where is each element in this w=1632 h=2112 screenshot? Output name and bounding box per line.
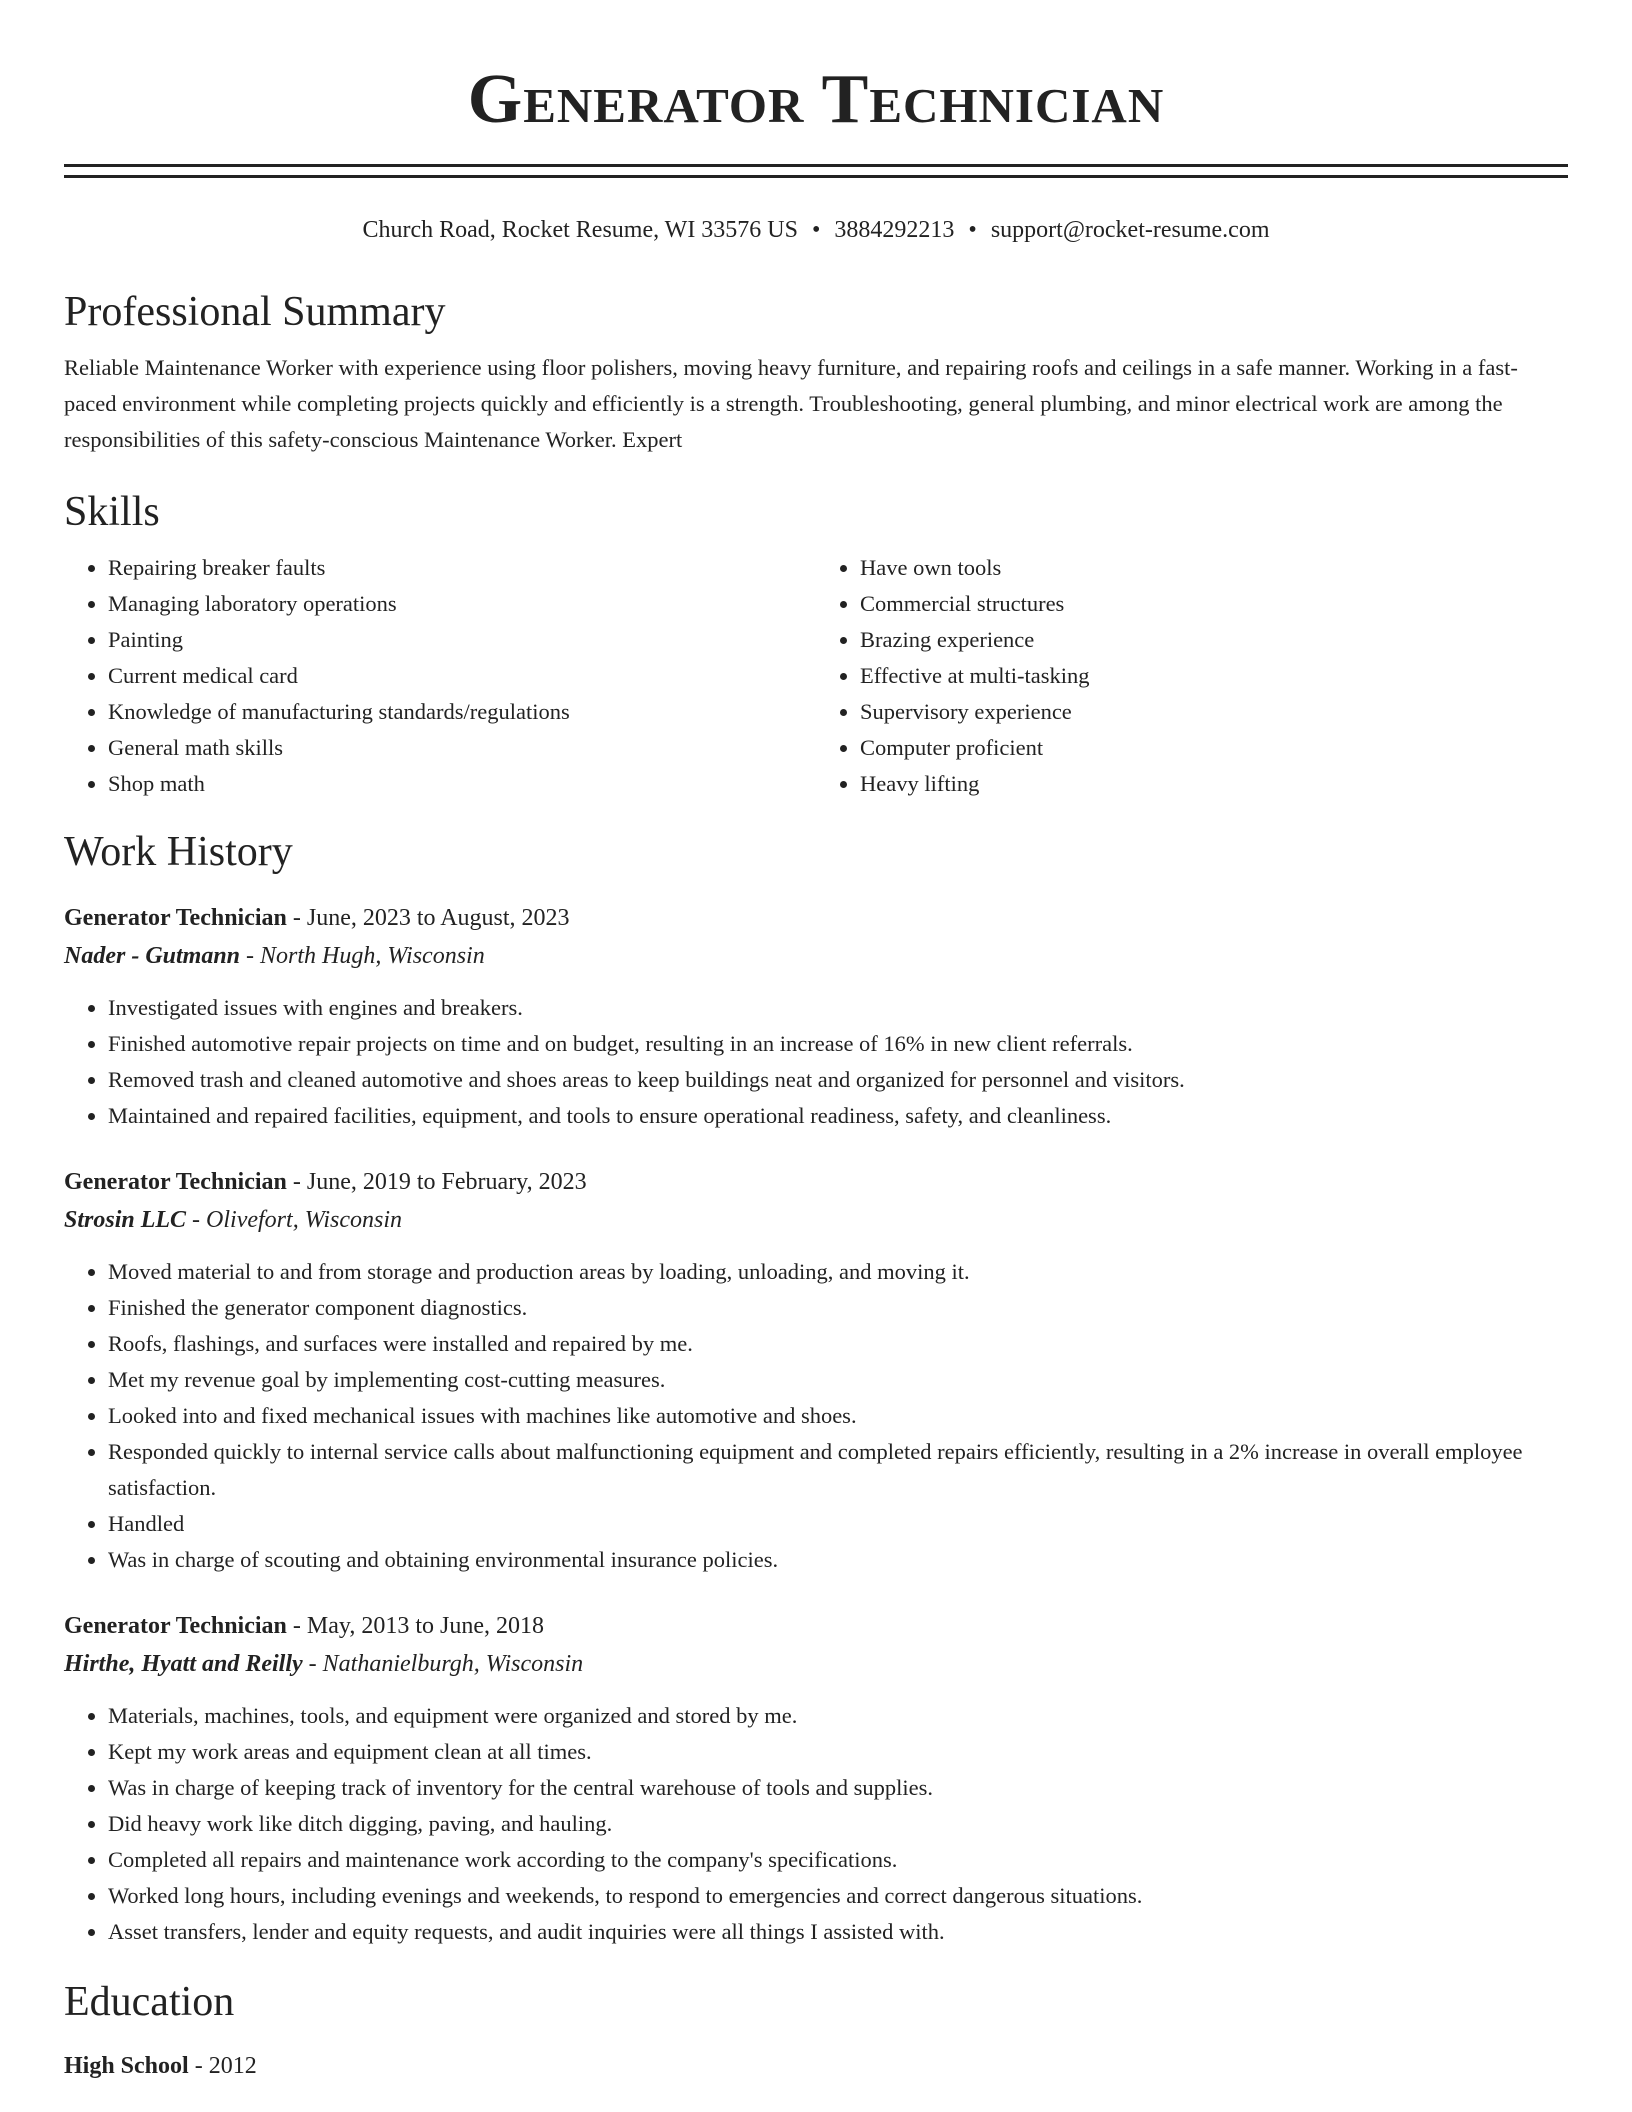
skill-item: • Shop math	[108, 766, 816, 802]
job-bullets	[64, 1698, 1568, 1950]
contact-email: support@rocket-resume.com	[990, 217, 1270, 243]
job-bullet: • Handled	[108, 1506, 1568, 1542]
job-bullet: • Finished the generator component diagnostics.	[108, 1290, 1568, 1326]
skill-item: • Managing laboratory operations	[108, 586, 816, 622]
skill-item: • Supervisory experience	[860, 694, 1568, 730]
contact-separator: •	[968, 217, 977, 243]
job-location: - Nathanielburgh, Wisconsin	[302, 1651, 584, 1677]
skill-item: • Commercial structures	[860, 586, 1568, 622]
job-title-line	[64, 1608, 1568, 1644]
job-bullet: • Roofs, flashings, and surfaces were installed and repaired by me.	[108, 1326, 1568, 1362]
job-bullet: • Removed trash and cleaned automotive and shoes areas to keep buildings neat and organized for personnel and visitors.	[108, 1062, 1568, 1098]
job-title: Generator Technician	[64, 905, 287, 931]
job-bullet: • Materials, machines, tools, and equipment were organized and stored by me.	[108, 1698, 1568, 1734]
skill-item: • Heavy lifting	[860, 766, 1568, 802]
skill-item: • Brazing experience	[860, 622, 1568, 658]
job-company-line	[64, 938, 1568, 974]
job-bullet: • Was in charge of scouting and obtaining environmental insurance policies.	[108, 1542, 1568, 1578]
skill-item: • Computer proficient	[860, 730, 1568, 766]
skill-item: • Have own tools	[860, 550, 1568, 586]
job-location: - Olivefort, Wisconsin	[186, 1207, 403, 1233]
job-bullet: • Met my revenue goal by implementing cost-cutting measures.	[108, 1362, 1568, 1398]
job-entry	[64, 900, 1568, 1134]
job-company: Strosin LLC	[64, 1207, 187, 1233]
header-double-rule	[64, 164, 1568, 178]
skill-item: • Painting	[108, 622, 816, 658]
job-bullet: • Finished automotive repair projects on time and on budget, resulting in an increase of 16% in new client referrals.	[108, 1026, 1568, 1062]
job-bullet: • Was in charge of keeping track of inventory for the central warehouse of tools and supplies.	[108, 1770, 1568, 1806]
contact-separator: •	[812, 217, 821, 243]
skill-item: • General math skills	[108, 730, 816, 766]
education-entry	[64, 2048, 1568, 2084]
skill-item: • Repairing breaker faults	[108, 550, 816, 586]
job-bullets	[64, 1254, 1568, 1578]
job-dates: - May, 2013 to June, 2018	[286, 1613, 544, 1639]
job-company-line	[64, 1202, 1568, 1238]
job-entry	[64, 1608, 1568, 1950]
resume-name: Generator Technician	[467, 61, 1165, 138]
job-bullet: • Worked long hours, including evenings and weekends, to respond to emergencies and correct dangerous situations.	[108, 1878, 1568, 1914]
job-company: Hirthe, Hyatt and Reilly	[64, 1651, 303, 1677]
job-bullet: • Asset transfers, lender and equity requests, and audit inquiries were all things I assisted with.	[108, 1914, 1568, 1950]
contact-address: Church Road, Rocket Resume, WI 33576 US	[362, 217, 798, 243]
skill-item: • Current medical card	[108, 658, 816, 694]
job-bullet: • Investigated issues with engines and breakers.	[108, 990, 1568, 1026]
job-bullet: • Responded quickly to internal service calls about malfunctioning equipment and completed repairs efficiently, resulting in a 2% increase in overall employee satisfaction.	[108, 1434, 1568, 1506]
job-entry	[64, 1164, 1568, 1578]
contact-phone: 3884292213	[834, 217, 955, 243]
summary-text: Reliable Maintenance Worker with experience using floor polishers, moving heavy furniture, and repairing roofs and ceilings in a safe manner. Working in a fast-paced environment while completing projects quickly and efficiently is a strength. Troubleshooting, general plumbing, and minor electrical work are among the responsibilities of this safety-conscious Maintenance Worker. Expert	[64, 355, 1518, 452]
contact-line	[64, 214, 1568, 246]
job-title-line	[64, 900, 1568, 936]
job-company-line	[64, 1646, 1568, 1682]
job-bullet: • Completed all repairs and maintenance work according to the company's specifications.	[108, 1842, 1568, 1878]
job-title: Generator Technician	[64, 1613, 287, 1639]
skills-heading: Skills	[64, 489, 160, 535]
skill-item: • Effective at multi-tasking	[860, 658, 1568, 694]
job-bullet: • Moved material to and from storage and production areas by loading, unloading, and moving it.	[108, 1254, 1568, 1290]
job-bullet: • Looked into and fixed mechanical issues with machines like automotive and shoes.	[108, 1398, 1568, 1434]
skills-list-left	[64, 550, 816, 802]
skill-item: • Knowledge of manufacturing standards/regulations	[108, 694, 816, 730]
job-dates: - June, 2023 to August, 2023	[286, 905, 570, 931]
job-bullet: • Maintained and repaired facilities, equipment, and tools to ensure operational readiness, safety, and cleanliness.	[108, 1098, 1568, 1134]
skills-list-right	[816, 550, 1568, 802]
skills-columns	[64, 550, 1568, 802]
summary-heading: Professional Summary	[64, 289, 446, 335]
job-location: - North Hugh, Wisconsin	[240, 943, 485, 969]
education-year: - 2012	[188, 2053, 257, 2079]
job-title: Generator Technician	[64, 1169, 287, 1195]
job-bullet: • Kept my work areas and equipment clean at all times.	[108, 1734, 1568, 1770]
job-bullet: • Did heavy work like ditch digging, paving, and hauling.	[108, 1806, 1568, 1842]
job-dates: - June, 2019 to February, 2023	[286, 1169, 587, 1195]
job-bullets	[64, 990, 1568, 1134]
education-degree: High School	[64, 2053, 189, 2079]
job-company: Nader - Gutmann	[64, 943, 241, 969]
job-title-line	[64, 1164, 1568, 1200]
work-history-heading: Work History	[64, 829, 293, 875]
education-heading: Education	[64, 1979, 235, 2025]
